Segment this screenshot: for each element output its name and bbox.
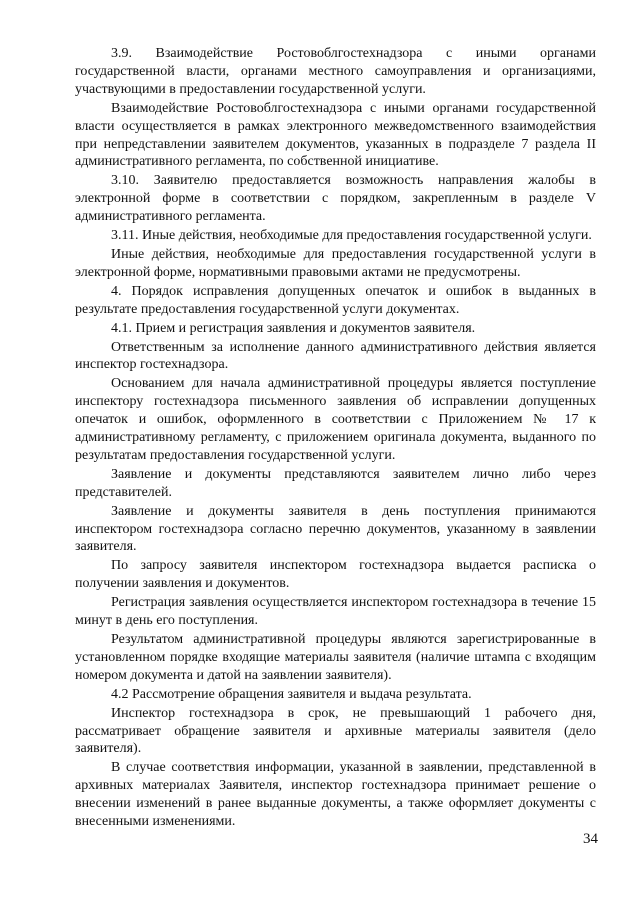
paragraph-other-actions: Иные действия, необходимые для предоставления государственной услуги в электронной форме, нормативными правовыми актами не предусмотрены.	[75, 246, 596, 280]
page-number: 34	[583, 831, 598, 847]
paragraph-responsible: Ответственным за исполнение данного административного действия является инспектор гостехнадзора.	[75, 339, 596, 373]
paragraph-grounds: Основанием для начала административной процедуры является поступление инспектору гостехнадзора письменного заявления об исправлении допущенных опечаток и ошибок, оформленного в соответствии с Приложением № 17 к административному регламенту, с приложением оригинала документа, выданного по результатам предоставления государственной услуги.	[75, 376, 596, 463]
paragraph-result: Результатом административной процедуры являются зарегистрированные в установленном порядке входящие материалы заявителя (наличие штампа с входящим номером документа и датой на заявлении заявителя).	[75, 632, 596, 683]
paragraph-decision: В случае соответствия информации, указанной в заявлении, представленной в архивных материалах Заявителя, инспектор гостехнадзора принимает решение о внесении изменений в ранее выданные документы, а также оформляет документы с внесенными изменениями.	[75, 760, 596, 830]
paragraph-3-11: 3.11. Иные действия, необходимые для предоставления государственной услуги.	[111, 228, 592, 244]
paragraph-submission: Заявление и документы представляются заявителем лично либо через представителей.	[75, 466, 596, 500]
document-body	[75, 45, 596, 831]
paragraph-review: Инспектор гостехнадзора в срок, не превышающий 1 рабочего дня, рассматривает обращение заявителя и архивные материалы заявителя (дело заявителя).	[75, 705, 596, 757]
paragraph-3-10: 3.10. Заявителю предоставляется возможность направления жалобы в электронной форме в соответствии с порядком, закрепленным в разделе V административного регламента.	[75, 173, 596, 225]
paragraph-acceptance: Заявление и документы заявителя в день поступления принимаются инспектором гостехнадзора согласно перечню документов, указанному в заявлении заявителя.	[75, 503, 596, 555]
paragraph-registration: Регистрация заявления осуществляется инспектором гостехнадзора в течение 15 минут в день его поступления.	[75, 595, 596, 629]
paragraph-3-9: 3.9. Взаимодействие Ростовоблгостехнадзора с иными органами государственной власти, органами местного самоуправления и организациями, участвующими в предоставлении государственной услуги.	[75, 46, 596, 97]
paragraph-receipt: По запросу заявителя инспектором гостехнадзора выдается расписка о получении заявления и документов.	[75, 558, 596, 592]
paragraph-4-1: 4.1. Прием и регистрация заявления и документов заявителя.	[111, 320, 476, 336]
paragraph-section-4: 4. Порядок исправления допущенных опечаток и ошибок в выданных в результате предоставления государственной услуги документах.	[75, 283, 596, 317]
paragraph-4-2: 4.2 Рассмотрение обращения заявителя и выдача результата.	[111, 686, 472, 702]
paragraph-interaction: Взаимодействие Ростовоблгостехнадзора с иными органами государственной власти осуществляется в рамках электронного межведомственного взаимодействия при непредставлении заявителем документов, указанных в подразделе 7 раздела II административного регламента, по собственной инициативе.	[75, 100, 596, 170]
